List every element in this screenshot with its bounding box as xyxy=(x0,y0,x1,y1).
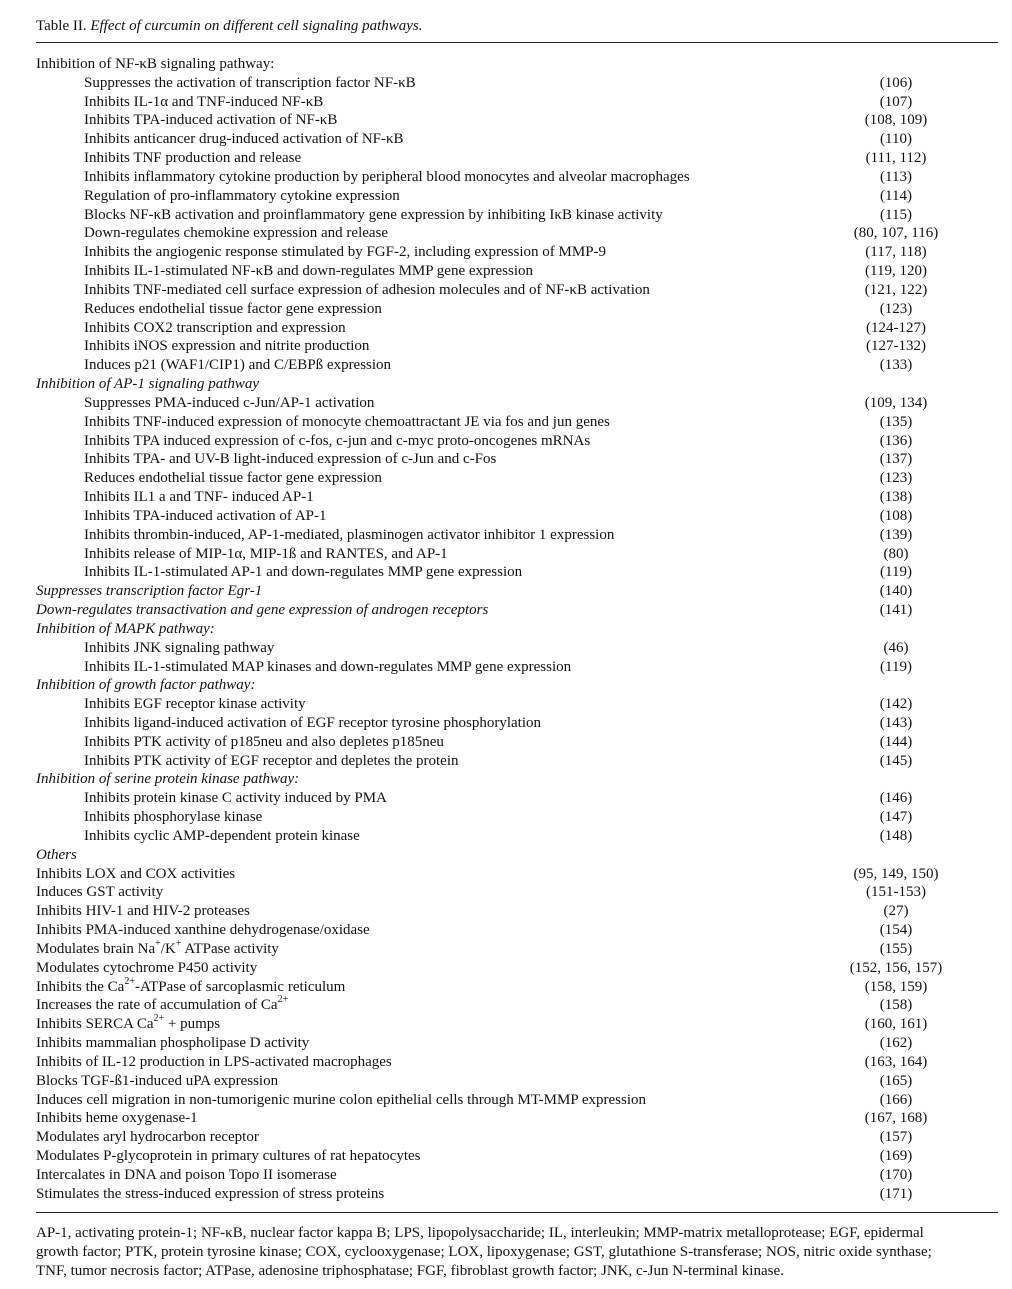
reference-cell: (119, 120) xyxy=(865,263,927,280)
reference-cell: (169) xyxy=(879,1148,913,1165)
table-row xyxy=(36,319,998,338)
reference-cell: (155) xyxy=(879,940,913,957)
table-row xyxy=(36,1109,998,1128)
reference-cell: (27) xyxy=(883,903,909,920)
reference-cell: (46) xyxy=(883,639,909,656)
reference-cell: (157) xyxy=(879,1129,913,1146)
label-text: Inhibits anticancer drug-induced activation of NF-κB xyxy=(84,131,404,148)
row-label xyxy=(84,488,314,507)
row-label xyxy=(84,130,404,149)
label-text: Stimulates the stress-induced expression of stress proteins xyxy=(36,1185,385,1202)
label-text: Inhibits TPA-induced activation of AP-1 xyxy=(84,507,327,524)
reference-cell: (170) xyxy=(879,1166,913,1183)
label-text: Inhibition of MAPK pathway: xyxy=(36,620,215,637)
table-caption-text: Effect of curcumin on different cell signaling pathways. xyxy=(90,18,423,34)
label-text: Inhibits IL-1-stimulated NF-κB and down-regulates MMP gene expression xyxy=(84,263,534,280)
reference-cell: (158, 159) xyxy=(864,978,928,995)
row-label xyxy=(36,921,370,940)
table-row xyxy=(36,865,998,884)
label-text: Intercalates in DNA and poison Topo II isomerase xyxy=(36,1166,337,1183)
row-label xyxy=(84,827,360,846)
table-caption-prefix: Table II. xyxy=(36,18,87,34)
top-rule xyxy=(36,42,998,43)
label-text: Reduces endothelial tissue factor gene expression xyxy=(84,470,382,487)
label-text: Inhibits COX2 transcription and expression xyxy=(84,319,346,336)
row-label xyxy=(84,432,590,451)
label-text: Inhibits iNOS expression and nitrite production xyxy=(84,338,370,355)
row-label xyxy=(36,1091,646,1110)
label-text: Regulation of pro-inflammatory cytokine expression xyxy=(84,187,400,204)
label-text: Inhibits phosphorylase kinase xyxy=(84,809,263,826)
label-text: Inhibits PTK activity of EGF receptor and depletes the protein xyxy=(84,752,459,769)
reference-cell: (133) xyxy=(879,357,913,374)
table-row xyxy=(36,937,998,959)
footnote-line: AP-1, activating protein-1; NF-κB, nuclear factor kappa B; LPS, lipopolysaccharide; IL, interleukin; MMP-matrix metalloprotease; EGF, epidermal xyxy=(36,1225,924,1241)
superscript: 2+ xyxy=(153,1013,165,1025)
section-heading xyxy=(36,676,255,695)
reference-cell: (121, 122) xyxy=(864,281,928,298)
table-row xyxy=(36,733,998,752)
reference-cell: (127-132) xyxy=(866,338,926,355)
reference-cell: (123) xyxy=(879,300,913,317)
reference-cell: (163, 164) xyxy=(864,1053,928,1070)
table-row xyxy=(36,1128,998,1147)
table-row xyxy=(36,243,998,262)
label-text: Blocks TGF-ß1-induced uPA expression xyxy=(36,1072,279,1089)
label-text: -ATPase of sarcoplasmic reticulum xyxy=(134,978,346,995)
table-footnote xyxy=(36,1224,998,1281)
row-label xyxy=(84,563,522,582)
row-label xyxy=(36,865,235,884)
label-text: Induces cell migration in non-tumorigenic murine colon epithelial cells through MT-MMP expression xyxy=(36,1091,647,1108)
row-label xyxy=(36,902,250,921)
label-text: Inhibits release of MIP-1α, MIP-1ß and RANTES, and AP-1 xyxy=(84,545,448,562)
table-row xyxy=(36,752,998,771)
label-text: Inhibits IL-1-stimulated MAP kinases and down-regulates MMP gene expression xyxy=(84,658,572,675)
reference-cell: (162) xyxy=(879,1035,913,1052)
row-label xyxy=(36,959,257,978)
table-row xyxy=(36,526,998,545)
reference-cell: (154) xyxy=(879,922,913,939)
table-row xyxy=(36,1034,998,1053)
label-text: Inhibits TPA induced expression of c-fos, c-jun and c-myc proto-oncogenes mRNAs xyxy=(84,432,591,449)
table-row xyxy=(36,337,998,356)
label-text: ATPase activity xyxy=(181,940,279,957)
row-label xyxy=(84,507,326,526)
reference-cell: (111, 112) xyxy=(865,150,927,167)
table-row xyxy=(36,1053,998,1072)
label-text: Modulates aryl hydrocarbon receptor xyxy=(36,1129,259,1146)
reference-cell: (80, 107, 116) xyxy=(853,225,939,242)
reference-cell: (107) xyxy=(879,93,913,110)
reference-cell: (124-127) xyxy=(866,319,926,336)
label-text: Inhibits IL-1-stimulated AP-1 and down-regulates MMP gene expression xyxy=(84,564,523,581)
label-text: Inhibits protein kinase C activity induced by PMA xyxy=(84,790,387,807)
row-label xyxy=(36,937,279,959)
reference-cell: (135) xyxy=(879,413,913,430)
table-row xyxy=(36,601,998,620)
table-row xyxy=(36,469,998,488)
row-label xyxy=(84,545,448,564)
table-row xyxy=(36,488,998,507)
reference-cell: (146) xyxy=(879,790,913,807)
row-label xyxy=(84,337,369,356)
row-label xyxy=(36,883,163,902)
label-text: Inhibition of AP-1 signaling pathway xyxy=(36,376,260,393)
row-label xyxy=(36,601,488,620)
section-heading-row xyxy=(36,676,998,695)
row-label xyxy=(84,658,571,677)
table-row xyxy=(36,975,998,997)
footnote-line: TNF, tumor necrosis factor; ATPase, adenosine triphosphatase; FGF, fibroblast growth factor; JNK, c-Jun N-terminal kinase. xyxy=(36,1263,784,1279)
superscript: 2+ xyxy=(277,994,289,1006)
table-row xyxy=(36,206,998,225)
reference-cell: (141) xyxy=(879,602,913,619)
table-row xyxy=(36,187,998,206)
table-row xyxy=(36,224,998,243)
table-row xyxy=(36,714,998,733)
table-row xyxy=(36,394,998,413)
label-text: Others xyxy=(36,846,77,863)
table-row xyxy=(36,883,998,902)
reference-cell: (148) xyxy=(879,827,913,844)
reference-cell: (106) xyxy=(879,74,913,91)
table-row xyxy=(36,789,998,808)
superscript: + xyxy=(175,937,182,949)
label-text: Suppresses the activation of transcription factor NF-κB xyxy=(84,74,416,91)
table-row xyxy=(36,545,998,564)
table-row xyxy=(36,808,998,827)
section-heading-row xyxy=(36,55,998,74)
label-text: Increases the rate of accumulation of Ca xyxy=(36,997,278,1014)
reference-cell: (136) xyxy=(879,432,913,449)
reference-cell: (123) xyxy=(879,470,913,487)
label-text: Inhibits the Ca xyxy=(36,978,125,995)
row-label xyxy=(36,1185,384,1204)
row-label xyxy=(84,639,274,658)
table-row xyxy=(36,959,998,978)
label-text: Inhibits of IL-12 production in LPS-activated macrophages xyxy=(36,1053,392,1070)
table-body xyxy=(36,55,998,1204)
reference-cell: (144) xyxy=(879,733,913,750)
section-heading xyxy=(36,846,77,865)
row-label xyxy=(36,1015,220,1034)
table-row xyxy=(36,281,998,300)
section-heading xyxy=(36,620,215,639)
row-label xyxy=(84,262,533,281)
reference-cell: (167, 168) xyxy=(864,1110,928,1127)
row-label xyxy=(36,1053,392,1072)
reference-cell: (151-153) xyxy=(866,884,926,901)
row-label xyxy=(84,224,388,243)
row-label xyxy=(36,1109,198,1128)
table-row xyxy=(36,262,998,281)
section-heading xyxy=(36,770,299,789)
table-row xyxy=(36,639,998,658)
row-label xyxy=(84,733,444,752)
label-text: Modulates P-glycoprotein in primary cultures of rat hepatocytes xyxy=(36,1148,421,1165)
reference-cell: (109, 134) xyxy=(864,394,928,411)
reference-cell: (117, 118) xyxy=(865,244,927,261)
row-label xyxy=(84,187,400,206)
reference-cell: (165) xyxy=(879,1072,913,1089)
label-text: Modulates cytochrome P450 activity xyxy=(36,959,258,976)
table-row xyxy=(36,507,998,526)
reference-cell: (115) xyxy=(880,206,912,223)
table-row xyxy=(36,695,998,714)
label-text: Inhibition of NF-κB signaling pathway: xyxy=(36,56,275,72)
table-row xyxy=(36,74,998,93)
row-label xyxy=(84,149,301,168)
reference-cell: (108, 109) xyxy=(864,112,928,129)
table-row xyxy=(36,111,998,130)
section-heading-row xyxy=(36,620,998,639)
section-heading xyxy=(36,55,274,74)
table-row xyxy=(36,413,998,432)
table-row xyxy=(36,1147,998,1166)
reference-cell: (142) xyxy=(879,696,913,713)
table-row xyxy=(36,1166,998,1185)
reference-cell: (166) xyxy=(879,1091,913,1108)
label-text: Inhibits SERCA Ca xyxy=(36,1016,154,1033)
row-label xyxy=(84,300,382,319)
label-text: Inhibits heme oxygenase-1 xyxy=(36,1110,198,1127)
table-row xyxy=(36,1185,998,1204)
reference-cell: (138) xyxy=(879,489,913,506)
reference-cell: (171) xyxy=(879,1185,913,1202)
reference-cell: (143) xyxy=(879,714,913,731)
label-text: Inhibits TNF-induced expression of monocyte chemoattractant JE via fos and jun genes xyxy=(84,413,610,430)
label-text: Suppresses PMA-induced c-Jun/AP-1 activation xyxy=(84,394,375,411)
row-label xyxy=(84,394,374,413)
bottom-rule xyxy=(36,1212,998,1213)
label-text: Inhibits TPA- and UV-B light-induced expression of c-Jun and c-Fos xyxy=(84,451,497,468)
reference-cell: (119) xyxy=(880,564,912,581)
label-text: Induces GST activity xyxy=(36,884,164,901)
section-heading xyxy=(36,375,259,394)
row-label xyxy=(36,1072,278,1091)
reference-cell: (139) xyxy=(879,526,913,543)
label-text: Inhibits PMA-induced xanthine dehydrogenase/oxidase xyxy=(36,922,370,939)
table-row xyxy=(36,168,998,187)
row-label xyxy=(36,1147,420,1166)
row-label xyxy=(84,319,346,338)
label-text: Inhibition of serine protein kinase pathway: xyxy=(36,771,300,788)
label-text: Inhibits IL1 a and TNF- induced AP-1 xyxy=(84,489,314,506)
section-heading-row xyxy=(36,770,998,789)
table-row xyxy=(36,658,998,677)
label-text: Inhibits inflammatory cytokine production by peripheral blood monocytes and alveolar macrophages xyxy=(84,168,690,185)
label-text: Inhibits cyclic AMP-dependent protein kinase xyxy=(84,827,360,844)
label-text: Inhibits the angiogenic response stimulated by FGF-2, including expression of MMP-9 xyxy=(84,244,607,261)
row-label xyxy=(36,1034,309,1053)
row-label xyxy=(84,789,387,808)
label-text: Inhibits LOX and COX activities xyxy=(36,865,236,882)
section-heading-row xyxy=(36,846,998,865)
label-text: Suppresses transcription factor Egr-1 xyxy=(36,583,263,600)
row-label xyxy=(84,281,650,300)
table-row xyxy=(36,356,998,375)
table-row xyxy=(36,582,998,601)
table-row xyxy=(36,149,998,168)
table-row xyxy=(36,93,998,112)
table-caption xyxy=(36,16,423,36)
row-label xyxy=(84,93,323,112)
section-heading-row xyxy=(36,375,998,394)
row-label xyxy=(84,243,606,262)
label-text: + pumps xyxy=(164,1016,221,1033)
label-text: Down-regulates transactivation and gene expression of androgen receptors xyxy=(36,602,489,619)
label-text: Reduces endothelial tissue factor gene expression xyxy=(84,300,382,317)
row-label xyxy=(84,526,614,545)
table-row xyxy=(36,563,998,582)
row-label xyxy=(84,413,610,432)
table-row xyxy=(36,130,998,149)
reference-cell: (113) xyxy=(880,168,912,185)
label-text: Down-regulates chemokine expression and release xyxy=(84,225,389,242)
reference-cell: (108) xyxy=(879,507,913,524)
footnote-line: growth factor; PTK, protein tyrosine kinase; COX, cyclooxygenase; LOX, lipoxygenase; GST, glutathione S-transferase; NOS, nitric oxide synthase; xyxy=(36,1244,932,1260)
reference-cell: (110) xyxy=(880,131,912,148)
row-label xyxy=(84,74,416,93)
reference-cell: (158) xyxy=(879,997,913,1014)
label-text: Inhibits PTK activity of p185neu and also depletes p185neu xyxy=(84,733,444,750)
label-text: Inhibits HIV-1 and HIV-2 proteases xyxy=(36,903,250,920)
label-text: Inhibits EGF receptor kinase activity xyxy=(84,696,306,713)
row-label xyxy=(84,695,306,714)
table-row xyxy=(36,1091,998,1110)
label-text: /K xyxy=(160,940,176,957)
row-label xyxy=(84,469,382,488)
reference-cell: (80) xyxy=(883,545,909,562)
label-text: Inhibits JNK signaling pathway xyxy=(84,639,275,656)
label-text: Inhibits ligand-induced activation of EGF receptor tyrosine phosphorylation xyxy=(84,714,541,731)
reference-cell: (114) xyxy=(880,187,912,204)
row-label xyxy=(36,1166,337,1185)
reference-cell: (160, 161) xyxy=(864,1016,928,1033)
label-text: Induces p21 (WAF1/CIP1) and C/EBPß expression xyxy=(84,357,392,374)
label-text: Blocks NF-κB activation and proinflammatory gene expression by inhibiting IκB kinase activity xyxy=(84,206,663,223)
label-text: Inhibits TNF production and release xyxy=(84,150,302,167)
row-label xyxy=(84,111,337,130)
superscript: + xyxy=(155,937,161,949)
label-text: Modulates brain Na xyxy=(36,940,156,957)
reference-cell: (95, 149, 150) xyxy=(853,865,939,882)
label-text: Inhibits TPA-induced activation of NF-κB xyxy=(84,112,338,129)
label-text: Inhibits TNF-mediated cell surface expression of adhesion molecules and of NF-κB activation xyxy=(84,281,650,298)
reference-cell: (145) xyxy=(879,752,913,769)
row-label xyxy=(84,752,459,771)
row-label xyxy=(84,808,262,827)
table-row xyxy=(36,902,998,921)
reference-cell: (137) xyxy=(879,451,913,468)
reference-cell: (119) xyxy=(880,658,912,675)
row-label xyxy=(84,168,690,187)
row-label xyxy=(84,356,391,375)
table-row xyxy=(36,996,998,1015)
label-text: Inhibits IL-1α and TNF-induced NF-κB xyxy=(84,93,324,110)
table-row xyxy=(36,450,998,469)
label-text: Inhibits thrombin-induced, AP-1-mediated, plasminogen activator inhibitor 1 expression xyxy=(84,526,615,543)
table-row xyxy=(36,827,998,846)
row-label xyxy=(84,450,496,469)
row-label xyxy=(36,582,262,601)
table-row xyxy=(36,1015,998,1034)
row-label xyxy=(84,714,541,733)
row-label xyxy=(36,1128,259,1147)
label-text: Inhibition of growth factor pathway: xyxy=(36,677,256,694)
superscript: 2+ xyxy=(124,975,135,987)
row-label xyxy=(84,206,663,225)
reference-cell: (147) xyxy=(879,809,913,826)
table-row xyxy=(36,432,998,451)
table-row xyxy=(36,1072,998,1091)
table-row xyxy=(36,300,998,319)
label-text: Inhibits mammalian phospholipase D activity xyxy=(36,1035,310,1052)
reference-cell: (152, 156, 157) xyxy=(849,959,943,976)
reference-cell: (140) xyxy=(879,583,913,600)
row-label xyxy=(36,975,346,997)
